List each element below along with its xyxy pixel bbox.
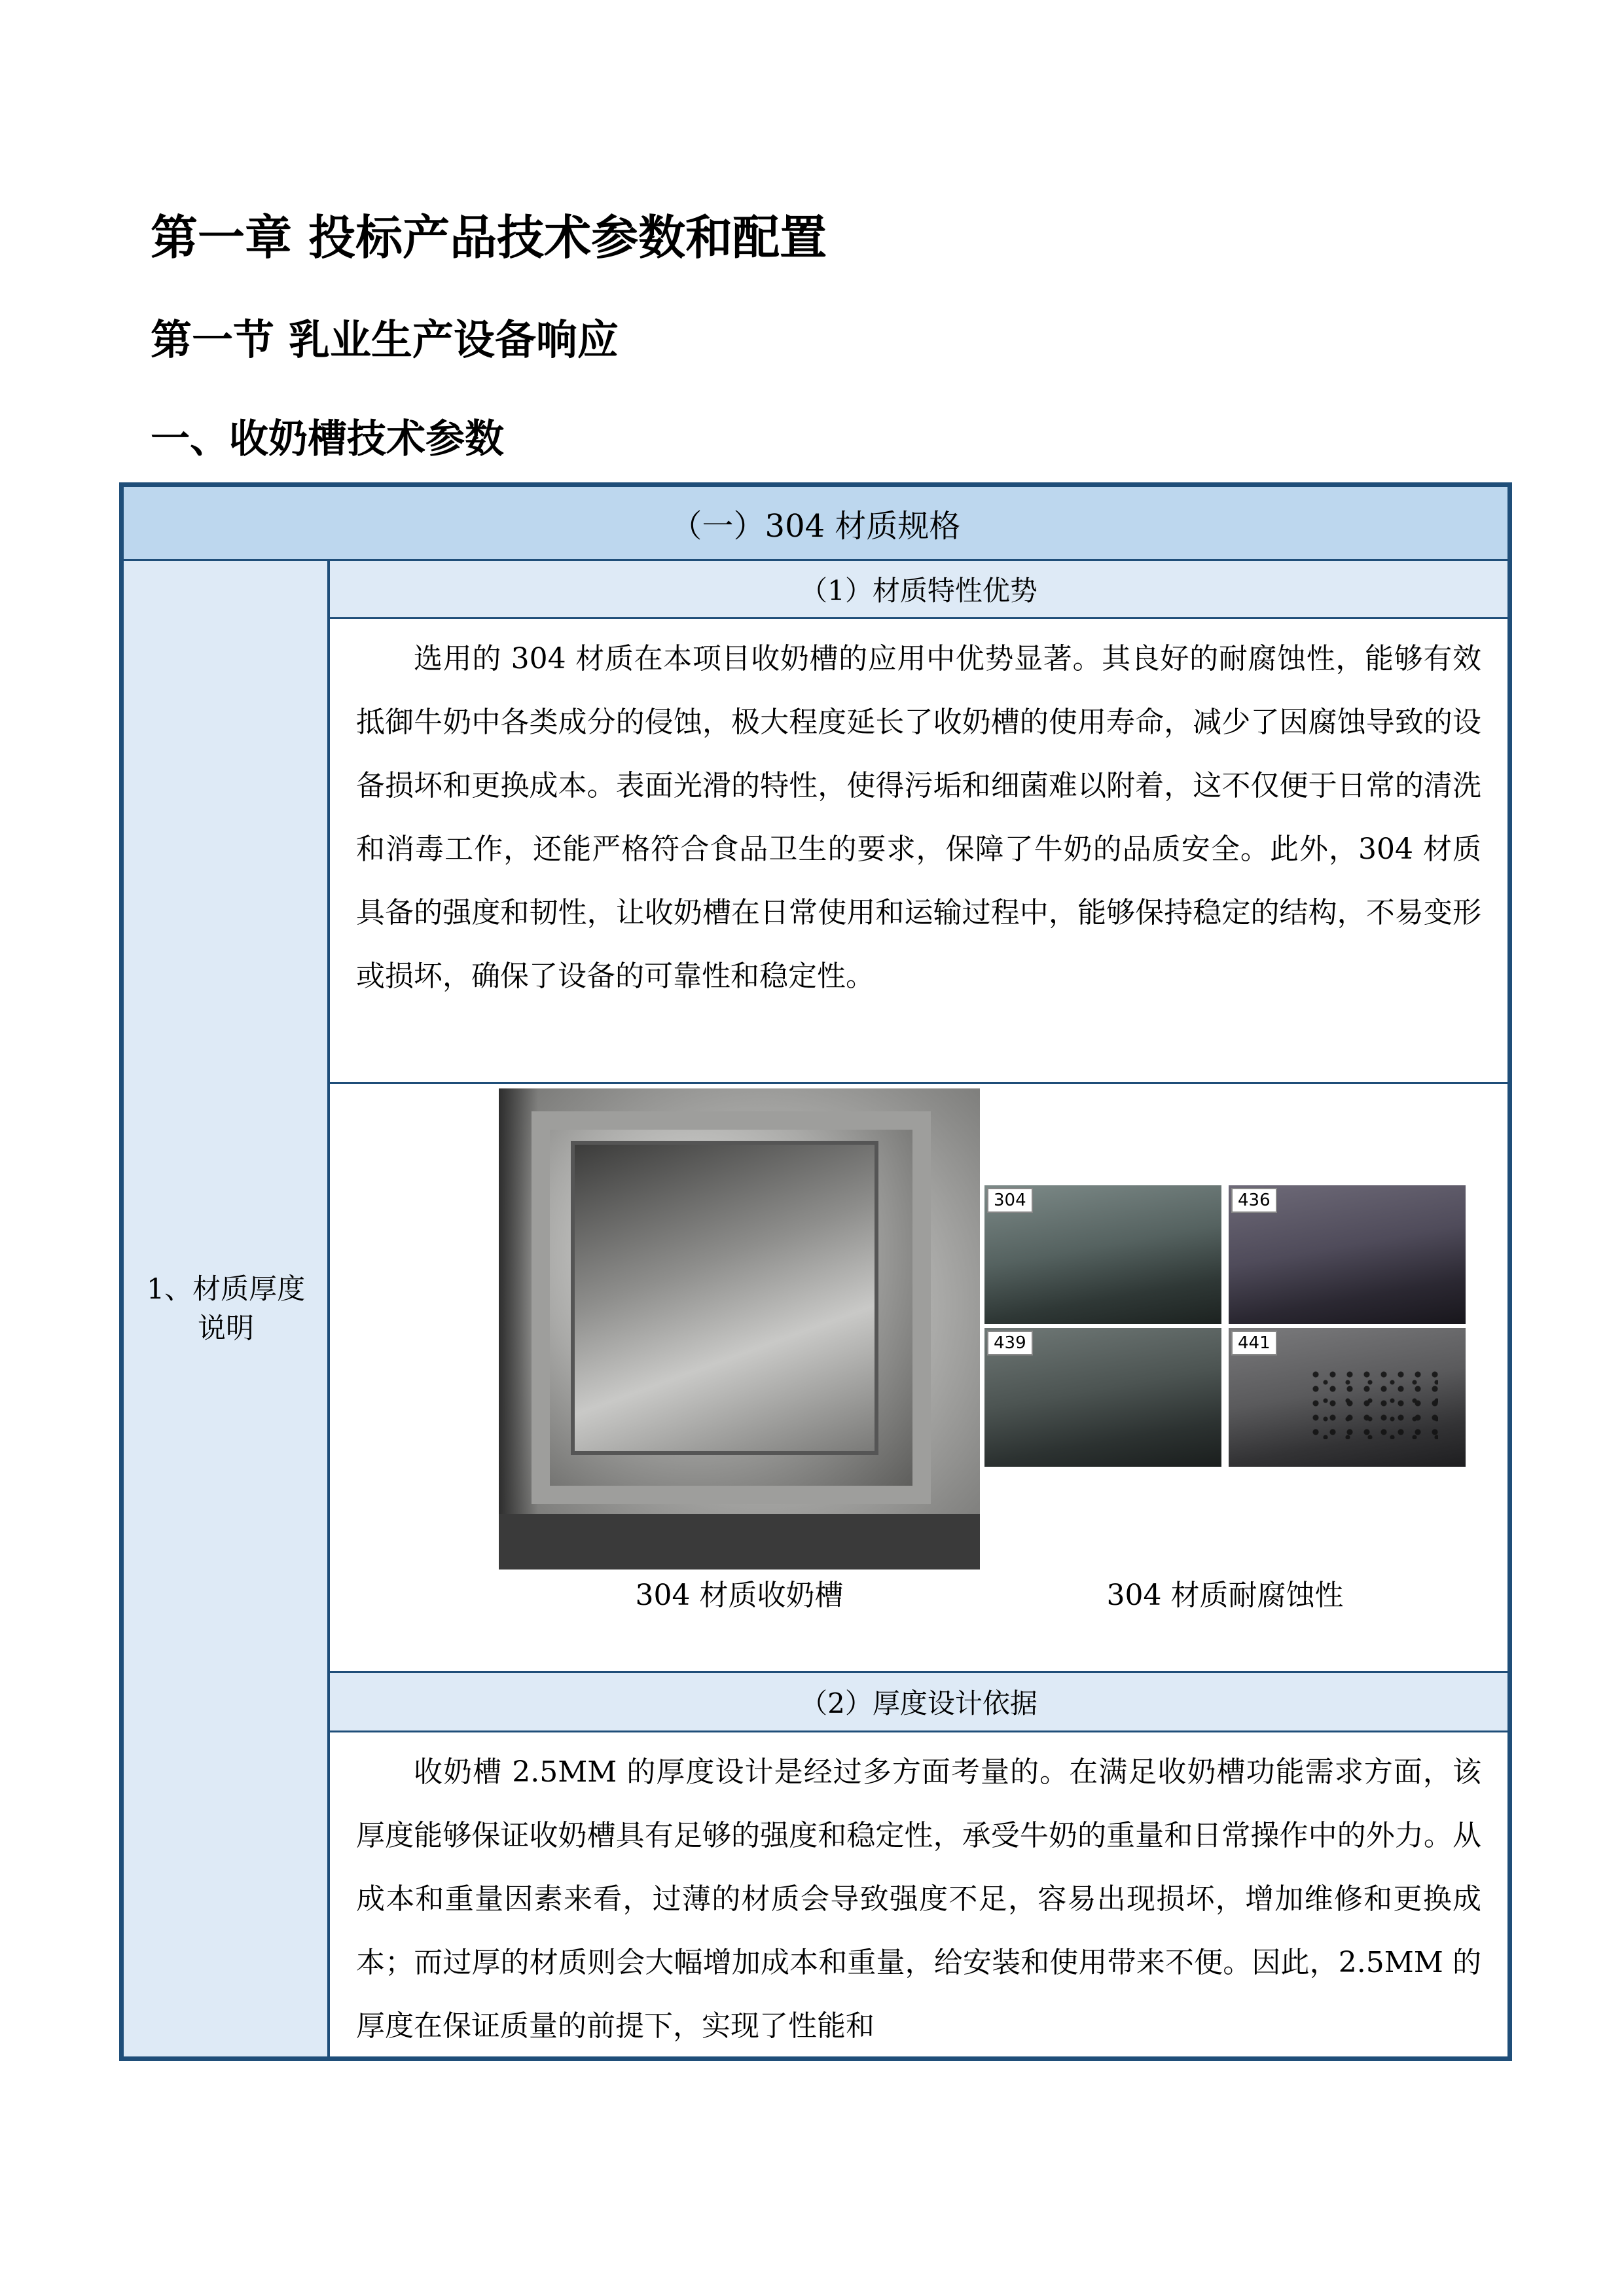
chapter-heading: 第一章 投标产品技术参数和配置 — [151, 210, 827, 265]
corrosion-comparison-image — [984, 1185, 1466, 1467]
corrosion-tile — [1229, 1328, 1466, 1467]
tile-label: 304 — [987, 1188, 1033, 1213]
section-heading: 第一节 乳业生产设备响应 — [151, 316, 619, 364]
image-row — [330, 1084, 1507, 1671]
corrosion-tile — [984, 1328, 1221, 1467]
thickness-basis-paragraph: 收奶槽 2.5MM 的厚度设计是经过多方面考量的。在满足收奶槽功能需求方面，该厚度能够保证收奶槽具有足够的强度和稳定性，承受牛奶的重量和日常操作中的外力。从成本和重量因素来看，过薄的材质会导致强度不足，容易出现损坏，增加维修和更换成本；而过厚的材质则会大幅增加成本和重量，给安装和使用带来不便。因此，2.5MM 的厚度在保证质量的前提下，实现了性能和 — [356, 1755, 1481, 2043]
tile-label: 439 — [987, 1331, 1033, 1355]
subsection-heading: 一、收奶槽技术参数 — [151, 416, 504, 462]
subheader-thickness-basis: （2）厚度设计依据 — [330, 1673, 1507, 1731]
row-label: 1、材质厚度说明 — [146, 1272, 306, 1345]
subheader-material-advantages: （1）材质特性优势 — [330, 561, 1507, 617]
corrosion-tile — [984, 1185, 1221, 1324]
table-title: （一）304 材质规格 — [124, 487, 1507, 559]
tile-label: 436 — [1231, 1188, 1277, 1213]
row-label-cell — [124, 561, 328, 2056]
milk-tank-photo — [499, 1088, 980, 1570]
tile-label: 441 — [1231, 1331, 1277, 1355]
spec-table — [119, 482, 1512, 2061]
corrosion-tile — [1229, 1185, 1466, 1324]
photo-caption: 304 材质收奶槽 — [635, 1579, 844, 1612]
material-advantages-paragraph: 选用的 304 材质在本项目收奶槽的应用中优势显著。其良好的耐腐蚀性，能够有效抵御牛奶中各类成分的侵蚀，极大程度延长了收奶槽的使用寿命，减少了因腐蚀导致的设备损坏和更换成本。表面光滑的特性，使得污垢和细菌难以附着，这不仅便于日常的清洗和消毒工作，还能严格符合食品卫生的要求，保障了牛奶的品质安全。此外，304 材质具备的强度和韧性，让收奶槽在日常使用和运输过程中，能够保持稳定的结构，不易变形或损坏，确保了设备的可靠性和稳定性。 — [356, 642, 1481, 993]
corrosion-caption: 304 材质耐腐蚀性 — [1106, 1579, 1344, 1612]
